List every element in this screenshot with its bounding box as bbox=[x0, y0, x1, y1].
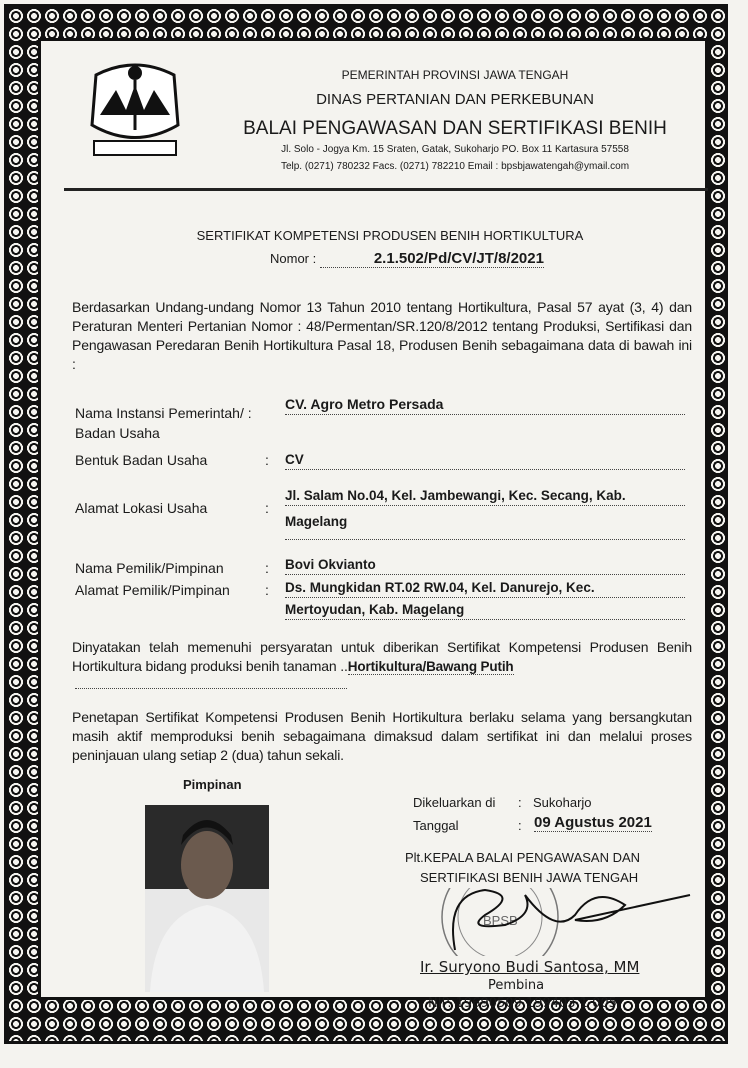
stamp-and-signature bbox=[425, 888, 695, 956]
nomor-label: Nomor : bbox=[270, 251, 320, 266]
nomor-value: 2.1.502/Pd/CV/JT/8/2021 bbox=[320, 250, 544, 268]
field-value-bentuk: CV bbox=[285, 452, 685, 470]
colon: : bbox=[265, 452, 269, 468]
certificate-number bbox=[270, 250, 544, 267]
signatory-rank: Pembina bbox=[488, 978, 545, 993]
declaration-text: Dinyatakan telah memenuhi persyaratan untuk diberikan Sertifikat Kompetensi Produsen Benih Hortikultura bidang produksi benih tanaman .. bbox=[72, 639, 692, 674]
header-address: Jl. Solo - Jogya Km. 15 Sraten, Gatak, Sukoharjo PO. Box 11 Kartasura 57558 bbox=[281, 144, 629, 155]
issued-place-label: Dikeluarkan di bbox=[413, 795, 496, 810]
field-label-badan-usaha: Badan Usaha bbox=[75, 425, 160, 441]
field-value-nama-pemilik: Bovi Okvianto bbox=[285, 557, 685, 575]
header-line-1: PEMERINTAH PROVINSI JAWA TENGAH bbox=[341, 68, 569, 82]
field-label-nama-pemilik: Nama Pemilik/Pimpinan bbox=[75, 560, 224, 576]
declaration-value: Hortikultura/Bawang Putih bbox=[347, 659, 514, 674]
stamp-text: BPSB bbox=[483, 913, 518, 928]
intro-paragraph: Berdasarkan Undang-undang Nomor 13 Tahun 2010 tentang Hortikultura, Pasal 57 ayat (3, 4) dan Peraturan Menteri Pertanian Nomor : 48/Permentan/SR.120/8/2012 tentang Produksi, Sertifikasi dan Pengawasan Peredaran Benih Hortikultura Pasal 18, Produsen Benih sebagaimana data di bawah ini : bbox=[72, 299, 692, 372]
issued-place: Sukoharjo bbox=[533, 795, 592, 810]
field-label-bentuk: Bentuk Badan Usaha bbox=[75, 452, 208, 468]
declaration-paragraph bbox=[72, 638, 692, 676]
issued-date-label: Tanggal bbox=[413, 818, 459, 833]
holder-photo bbox=[145, 805, 269, 992]
field-value-alamat-pemilik: Ds. Mungkidan RT.02 RW.04, Kel. Danurejo, Kec. bbox=[285, 580, 685, 598]
field-label-alamat-pemilik: Alamat Pemilik/Pimpinan bbox=[75, 582, 230, 598]
photo-label: Pimpinan bbox=[183, 777, 242, 792]
field-label-instansi: Nama Instansi Pemerintah/ : bbox=[75, 405, 252, 421]
header-line-3: BALAI PENGAWASAN DAN SERTIFIKASI BENIH bbox=[243, 118, 667, 139]
certificate-title: SERTIFIKAT KOMPETENSI PRODUSEN BENIH HORTIKULTURA bbox=[196, 228, 584, 243]
colon: : bbox=[265, 560, 269, 576]
header-divider bbox=[64, 188, 708, 191]
field-value-instansi: CV. Agro Metro Persada bbox=[285, 396, 685, 415]
field-value-alamat-pemilik-2: Mertoyudan, Kab. Magelang bbox=[285, 602, 685, 620]
issued-date: 09 Agustus 2021 bbox=[534, 814, 652, 831]
field-value-alamat-lokasi: Jl. Salam No.04, Kel. Jambewangi, Kec. Secang, Kab. bbox=[285, 488, 685, 506]
field-label-alamat-lokasi: Alamat Lokasi Usaha bbox=[75, 500, 208, 516]
declaration-dotted-line bbox=[75, 688, 347, 689]
colon: : bbox=[265, 582, 269, 598]
signatory-nip: NIP. 19690509 199403 1 005 bbox=[428, 996, 617, 1011]
header-contact: Telp. (0271) 780232 Facs. (0271) 782210 Email : bpsbjawatengah@ymail.com bbox=[280, 161, 630, 172]
field-value-alamat-lokasi-2: Magelang bbox=[285, 514, 685, 540]
colon: : bbox=[518, 818, 522, 833]
header-line-2: DINAS PERTANIAN DAN PERKEBUNAN bbox=[316, 91, 594, 108]
signatory-title-1: Plt.KEPALA BALAI PENGAWASAN DAN bbox=[405, 850, 641, 865]
province-emblem-logo bbox=[86, 55, 184, 163]
signatory-name: Ir. Suryono Budi Santosa, MM bbox=[420, 958, 640, 976]
validity-paragraph: Penetapan Sertifikat Kompetensi Produsen Benih Hortikultura berlaku selama yang bersangkutan masih aktif memproduksi benih sebagaimana dimaksud dalam sertifikat ini dan melalui proses peninjauan ulang setiap 2 (dua) tahun sekali. bbox=[72, 709, 692, 763]
colon: : bbox=[518, 795, 522, 810]
colon: : bbox=[265, 500, 269, 516]
signatory-title-2: SERTIFIKASI BENIH JAWA TENGAH bbox=[420, 870, 639, 885]
